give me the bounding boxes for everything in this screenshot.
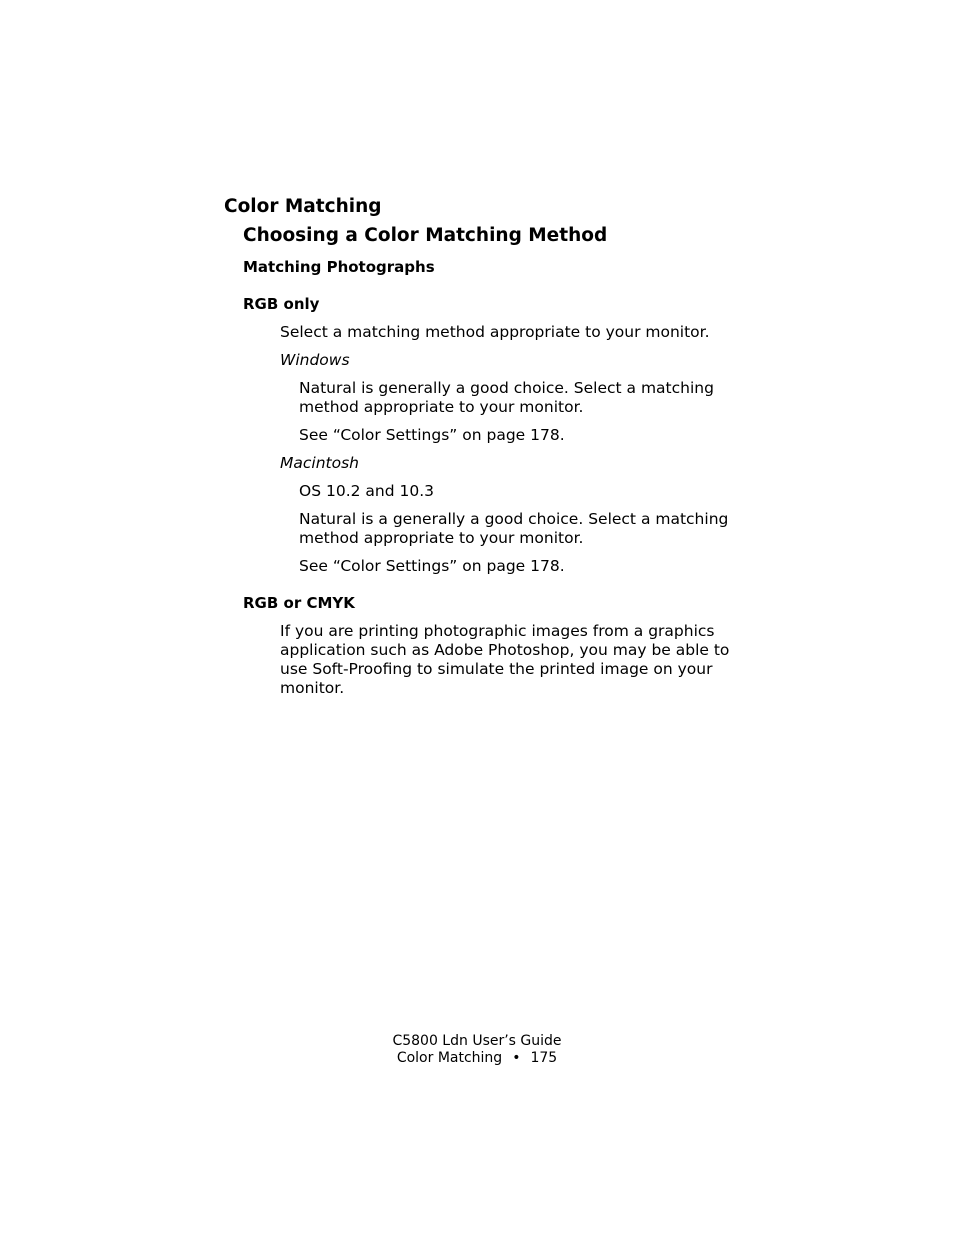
windows-label: Windows bbox=[280, 351, 350, 369]
subsection-heading: Matching Photographs bbox=[243, 258, 435, 276]
macintosh-os-version: OS 10.2 and 10.3 bbox=[299, 482, 435, 500]
rgb-only-heading: RGB only bbox=[243, 295, 320, 313]
chapter-heading: Color Matching bbox=[224, 196, 382, 217]
footer-guide-title: C5800 Ldn User’s Guide bbox=[392, 1033, 562, 1049]
windows-see-reference: See “Color Settings” on page 178. bbox=[299, 426, 565, 444]
windows-text: Natural is generally a good choice. Select a matching method appropriate to your monitor. bbox=[299, 379, 714, 416]
footer-page-number: 175 bbox=[530, 1050, 558, 1066]
macintosh-label: Macintosh bbox=[280, 454, 359, 472]
rgb-cmyk-heading: RGB or CMYK bbox=[243, 594, 355, 612]
macintosh-see-reference: See “Color Settings” on page 178. bbox=[299, 557, 565, 575]
footer-page-info bbox=[0, 1050, 954, 1067]
footer-bullet: • bbox=[512, 1050, 521, 1066]
rgb-cmyk-text: If you are printing photographic images from a graphics application such as Adobe Photoshop, you may be able to use Soft-Proofing to simulate the printed image on your monitor. bbox=[280, 622, 730, 697]
macintosh-text: Natural is a generally a good choice. Select a matching method appropriate to your monitor. bbox=[299, 510, 729, 547]
footer-chapter: Color Matching bbox=[396, 1050, 503, 1066]
rgb-only-intro: Select a matching method appropriate to your monitor. bbox=[280, 323, 710, 341]
section-heading: Choosing a Color Matching Method bbox=[243, 225, 608, 246]
